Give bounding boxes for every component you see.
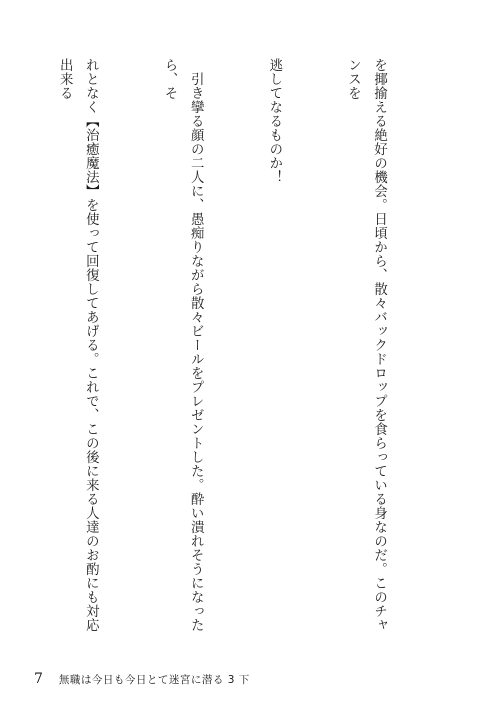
page-number: 7 [34,671,43,687]
text-line: を揶揄える絶好の機会。日頃から、散々バックドロップを食らっている身なのだ。このチャンスを [345,58,387,632]
book-title: 無職は今日も今日とて迷宮に潜る 3 下 [58,674,250,686]
page-footer [34,671,250,687]
text-line: 引き攣る顔の二人に、愚痴りながら散々ビールをプレゼントした。酔い潰れそうになったら、そ [161,58,204,632]
text-line: れとなく【治癒魔法】を使って回復してあげる。これで、この後に来る人達のお酌にも対応出来る [57,58,99,632]
text-line: 逃してなるものか！ [266,58,282,184]
vertical-text-body [44,58,444,632]
